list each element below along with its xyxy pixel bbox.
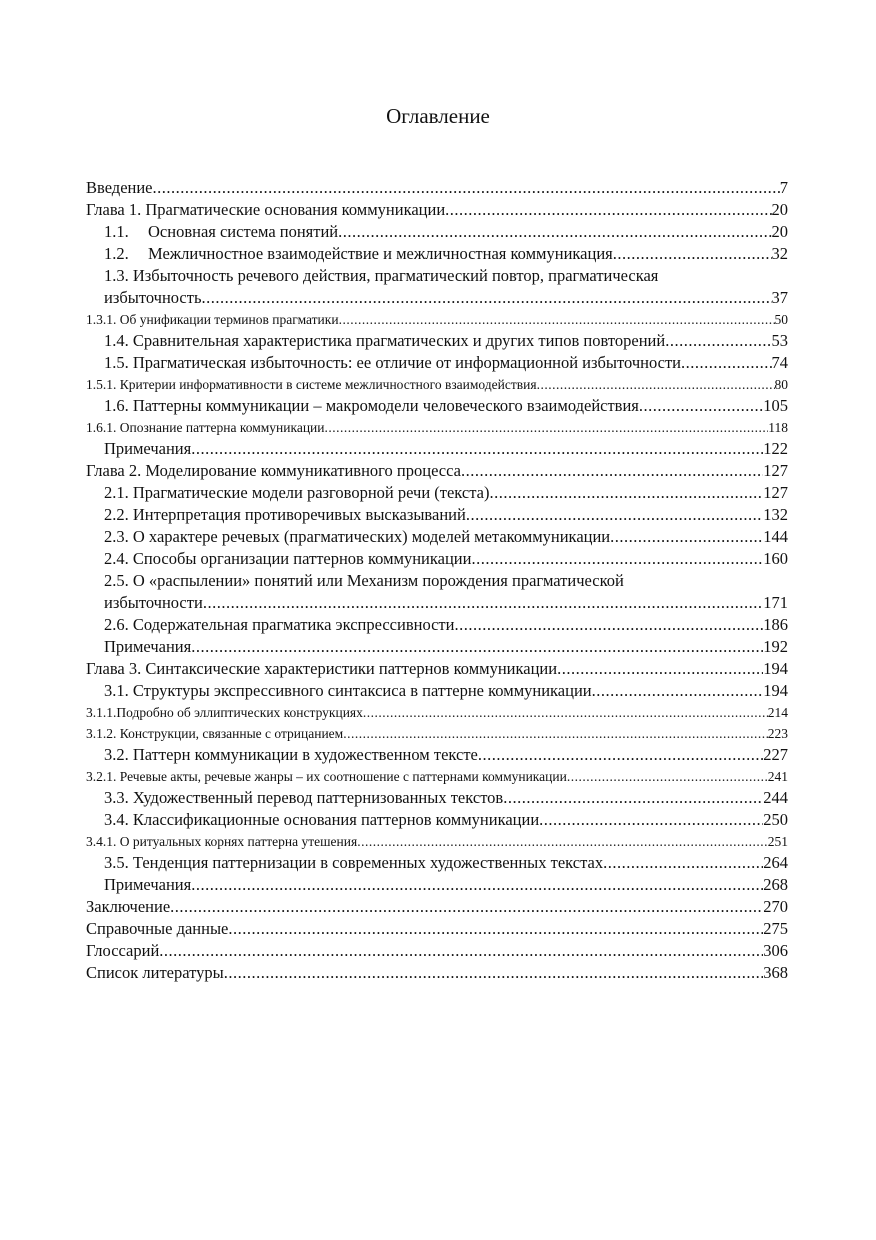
toc-entry-2-2[interactable] — [86, 504, 788, 526]
dot-leader — [191, 636, 763, 658]
toc-entry-page: 270 — [763, 897, 788, 916]
dot-leader — [445, 199, 771, 221]
toc-entry-title: 3.4. Классификационные основания паттернов коммуникации — [104, 810, 540, 829]
dot-leader — [665, 330, 771, 352]
toc-entry-1-4[interactable] — [86, 330, 788, 352]
toc-entry-page: 122 — [763, 439, 788, 458]
dot-leader — [610, 526, 763, 548]
toc-entry-title: 2.1. Прагматические модели разговорной речи (текста) — [104, 483, 490, 502]
dot-leader — [537, 374, 775, 395]
dot-leader — [613, 243, 772, 265]
toc-entry-page: 20 — [771, 222, 788, 241]
toc-entry-page: 74 — [771, 353, 788, 372]
toc-entry-page: 192 — [763, 637, 788, 656]
toc-entry-title: 3.1.1.Подробно об эллиптических конструкциях — [86, 705, 363, 720]
toc-entry-page: 227 — [763, 745, 788, 764]
dot-leader — [343, 723, 768, 744]
dot-leader — [228, 918, 763, 940]
toc-entry-page: 250 — [763, 810, 788, 829]
toc-entry-title: 1.5.1. Критерии информативности в системе межличностного взаимодействия — [86, 377, 537, 392]
toc-entry-title: 2.6. Содержательная прагматика экспрессивности — [104, 615, 455, 634]
toc-entry-page: 241 — [767, 769, 788, 784]
toc-entry-page: 214 — [767, 705, 788, 720]
toc-entry-conclusion[interactable] — [86, 896, 788, 918]
toc-entry-page: 194 — [763, 681, 788, 700]
toc-entry-title: избыточность — [104, 288, 202, 307]
toc-entry-title: 2.3. О характере речевых (прагматических) моделей метакоммуникации — [104, 527, 611, 546]
dot-leader — [539, 809, 763, 831]
table-of-contents — [86, 177, 788, 984]
toc-entry-page: 268 — [763, 875, 788, 894]
toc-entry-title: 3.2.1. Речевые акты, речевые жанры – их соотношение с паттернами коммуникации — [86, 769, 567, 784]
toc-entry-page: 264 — [763, 853, 788, 872]
toc-entry-title: 3.2. Паттерн коммуникации в художественном тексте — [104, 745, 478, 764]
dot-leader — [567, 766, 768, 787]
dot-leader — [454, 614, 763, 636]
dot-leader — [489, 482, 763, 504]
toc-entry-page: 118 — [768, 420, 788, 435]
toc-entry-page: 127 — [763, 483, 788, 502]
toc-entry-title: избыточности — [104, 593, 203, 612]
toc-entry-page: 306 — [763, 941, 788, 960]
dot-leader — [681, 352, 772, 374]
dot-leader — [191, 874, 763, 896]
toc-entry-title: Основная система понятий — [148, 222, 339, 241]
toc-entry-3-5[interactable] — [86, 852, 788, 874]
toc-entry-page: 194 — [763, 659, 788, 678]
toc-entry-title: 1.6. Паттерны коммуникации – макромодели человеческого взаимодействия — [104, 396, 639, 415]
toc-entry-title: 2.2. Интерпретация противоречивых высказываний — [104, 505, 466, 524]
toc-entry-notes-3[interactable] — [86, 874, 788, 896]
toc-entry-2-5[interactable] — [86, 592, 788, 614]
dot-leader — [466, 504, 763, 526]
toc-entry-3-4-1[interactable] — [86, 831, 788, 852]
dot-leader — [202, 287, 772, 309]
toc-entry-page: 20 — [771, 200, 788, 219]
toc-entry-page: 37 — [771, 288, 788, 307]
dot-leader — [478, 744, 763, 766]
dot-leader — [357, 831, 768, 852]
toc-entry-title: 3.1.2. Конструкции, связанные с отрицанием — [86, 726, 344, 741]
dot-leader — [471, 548, 763, 570]
dot-leader — [639, 395, 763, 417]
toc-entry-1-3[interactable] — [86, 287, 788, 309]
toc-entry-3-2-1[interactable] — [86, 766, 788, 787]
toc-entry-1-5-1[interactable] — [86, 374, 788, 395]
dot-leader — [557, 658, 763, 680]
toc-entry-1-2[interactable] — [86, 243, 788, 265]
toc-entry-title: 3.1. Структуры экспрессивного синтаксиса в паттерне коммуникации — [104, 681, 592, 700]
toc-entry-2-6[interactable] — [86, 614, 788, 636]
toc-entry-page: 160 — [763, 549, 788, 568]
toc-entry-page: 32 — [771, 244, 788, 263]
toc-entry-3-1-1[interactable] — [86, 702, 788, 723]
toc-entry-reference-data[interactable] — [86, 918, 788, 940]
toc-entry-1-6[interactable] — [86, 395, 788, 417]
toc-entry-title: Глоссарий — [86, 941, 160, 960]
toc-entry-page: 53 — [771, 331, 788, 350]
dot-leader — [153, 177, 780, 199]
toc-entry-notes-2[interactable] — [86, 636, 788, 658]
toc-entry-page: 244 — [763, 788, 788, 807]
toc-entry-glossary[interactable] — [86, 940, 788, 962]
toc-entry-intro[interactable] — [86, 177, 788, 199]
toc-entry-number: 1.1. — [104, 222, 129, 241]
toc-entry-1-5[interactable] — [86, 352, 788, 374]
toc-entry-2-1[interactable] — [86, 482, 788, 504]
toc-entry-page: 132 — [763, 505, 788, 524]
toc-entry-title: Межличностное взаимодействие и межличностная коммуникация — [148, 244, 613, 263]
toc-entry-page: 275 — [763, 919, 788, 938]
toc-entry-title: 1.4. Сравнительная характеристика прагматических и других типов повторений — [104, 331, 666, 350]
toc-entry-page: 171 — [763, 593, 788, 612]
toc-entry-title: Примечания — [104, 439, 192, 458]
toc-entry-title: Справочные данные — [86, 919, 229, 938]
toc-entry-2-3[interactable] — [86, 526, 788, 548]
toc-entry-page: 127 — [763, 461, 788, 480]
toc-entry-title: 3.3. Художественный перевод паттернизованных текстов — [104, 788, 504, 807]
toc-entry-page: 7 — [779, 178, 788, 197]
toc-entry-chapter-2[interactable] — [86, 460, 788, 482]
toc-entry-title: 3.4.1. О ритуальных корнях паттерна утешения — [86, 834, 358, 849]
dot-leader — [224, 962, 764, 984]
toc-entry-chapter-1[interactable] — [86, 199, 788, 221]
toc-entry-3-2[interactable] — [86, 744, 788, 766]
dot-leader — [338, 221, 771, 243]
toc-entry-page: 144 — [763, 527, 788, 546]
toc-entry-3-3[interactable] — [86, 787, 788, 809]
dot-leader — [191, 438, 763, 460]
toc-entry-title: 1.6.1. Опознание паттерна коммуникации — [86, 420, 325, 435]
toc-entry-title: Примечания — [104, 875, 192, 894]
toc-entry-title: Заключение — [86, 897, 171, 916]
toc-entry-title: Введение — [86, 178, 153, 197]
toc-entry-title: Примечания — [104, 637, 192, 656]
toc-entry-2-5-line1: 2.5. О «распылении» понятий или Механизм порождения прагматической — [104, 571, 624, 590]
dot-leader — [592, 680, 764, 702]
toc-entry-page: 368 — [763, 963, 788, 982]
toc-entry-1-3-line1: 1.3. Избыточность речевого действия, прагматический повтор, прагматическая — [104, 266, 659, 285]
dot-leader — [203, 592, 763, 614]
toc-entry-chapter-3[interactable] — [86, 658, 788, 680]
toc-entry-title: 2.4. Способы организации паттернов коммуникации — [104, 549, 472, 568]
toc-entry-3-1-2[interactable] — [86, 723, 788, 744]
toc-entry-title: Глава 3. Синтаксические характеристики паттернов коммуникации — [86, 659, 558, 678]
toc-entry-1-3-1[interactable] — [86, 309, 788, 330]
dot-leader — [339, 309, 775, 330]
toc-entry-title: Глава 1. Прагматические основания коммуникации — [86, 200, 446, 219]
toc-entry-title: 3.5. Тенденция паттернизации в современных художественных текстах — [104, 853, 604, 872]
toc-entry-bibliography[interactable] — [86, 962, 788, 984]
toc-entry-title: 1.5. Прагматическая избыточность: ее отличие от информационной избыточности — [104, 353, 681, 372]
toc-entry-page: 50 — [774, 312, 788, 327]
toc-entry-page: 80 — [774, 377, 788, 392]
dot-leader — [159, 940, 763, 962]
toc-entry-page: 251 — [767, 834, 788, 849]
dot-leader — [461, 460, 763, 482]
toc-entry-1-6-1[interactable] — [86, 417, 788, 438]
toc-entry-1-1[interactable] — [86, 221, 788, 243]
toc-entry-title: Список литературы — [86, 963, 224, 982]
toc-entry-page: 186 — [763, 615, 788, 634]
dot-leader — [603, 852, 763, 874]
dot-leader — [325, 417, 769, 438]
toc-entry-title: Глава 2. Моделирование коммуникативного процесса — [86, 461, 461, 480]
toc-entry-3-1[interactable] — [86, 680, 788, 702]
toc-entry-notes-1[interactable] — [86, 438, 788, 460]
page-title: Оглавление — [386, 104, 490, 128]
toc-entry-3-4[interactable] — [86, 809, 788, 831]
toc-entry-title: 1.3.1. Об унификации терминов прагматики — [86, 312, 339, 327]
dot-leader — [503, 787, 763, 809]
toc-entry-page: 223 — [767, 726, 788, 741]
toc-entry-page: 105 — [763, 396, 788, 415]
toc-entry-2-4[interactable] — [86, 548, 788, 570]
dot-leader — [170, 896, 763, 918]
dot-leader — [363, 702, 768, 723]
toc-entry-number: 1.2. — [104, 244, 129, 263]
